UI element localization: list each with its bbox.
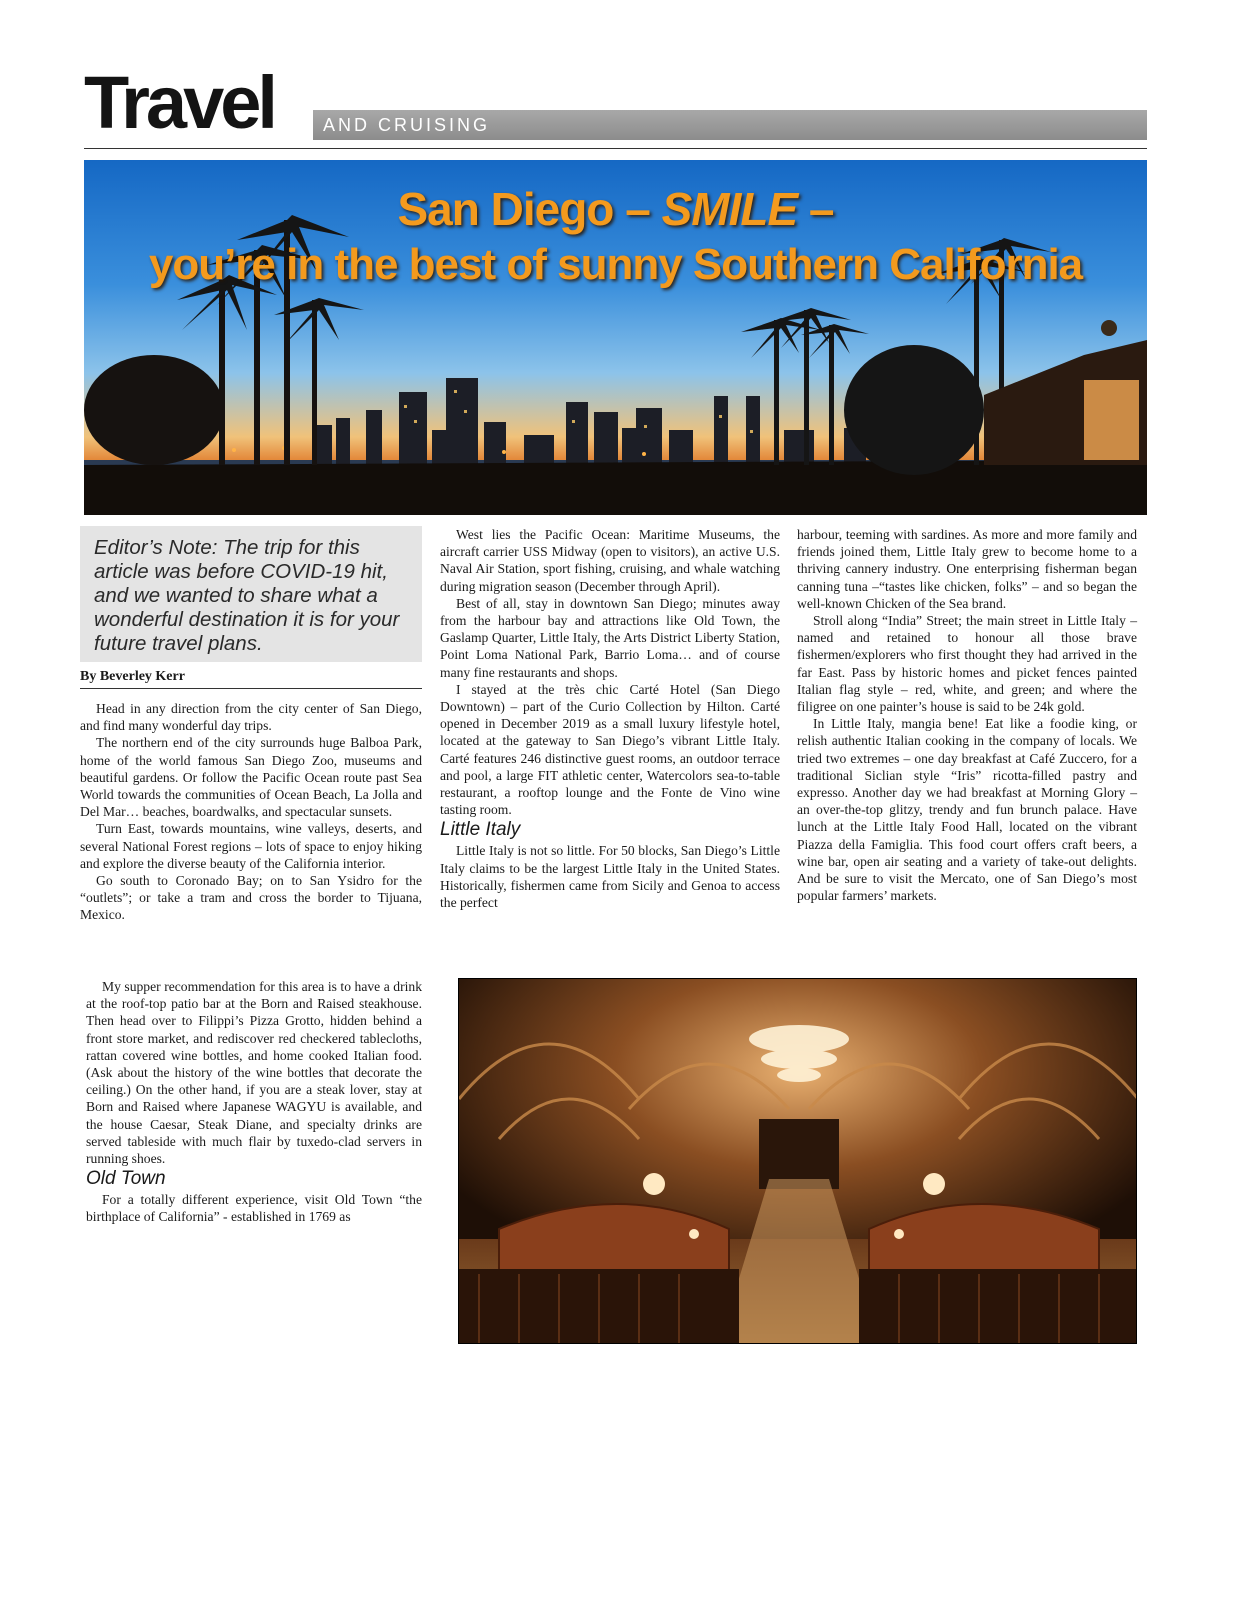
paragraph: The northern end of the city surrounds huge Balboa Park, home of the world famous San Diego Zoo, museums and beautiful gardens. Or follow the Pacific Ocean route past Sea World towards the communities of Ocean Beach, La Jolla and Del Mar… beaches, boardwalks, and spectacular sunsets. bbox=[80, 735, 422, 820]
paragraph: Little Italy is not so little. For 50 blocks, San Diego’s Little Italy claims to be the largest Little Italy in the United States. Historically, fishermen came from Sicily and Genoa to access the perfect bbox=[440, 843, 780, 911]
paragraph: harbour, teeming with sardines. As more and more family and friends joined them, Little Italy grew to become home to a thriving cannery industry. One enterprising fisherman began canning tuna –“tastes like chicken, folks” – and so began the well-known Chicken of the Sea brand. bbox=[797, 527, 1137, 611]
section-title: Travel bbox=[84, 61, 274, 144]
subhead-old-town: Old Town bbox=[86, 1168, 166, 1190]
paragraph: Head in any direction from the city center of San Diego, and find many wonderful day trips. bbox=[80, 701, 422, 734]
section-subtitle: AND CRUISING bbox=[323, 115, 491, 135]
article-column-3 bbox=[797, 526, 1137, 904]
byline: By Beverley Kerr bbox=[80, 669, 422, 689]
restaurant-illustration bbox=[459, 979, 1137, 1344]
paragraph: In Little Italy, mangia bene! Eat like a foodie king, or relish authentic Italian cooking in the company of locals. We tried two extremes – one day breakfast at Café Zuccero, for a traditional Siclian style “Iris” ricotta-filled pastry and expresso. Another day we had breakfast at Morning Glory – an over-the-top glitzy, trendy and fun brunch palace. Have lunch at the Little Italy Food Hall, located on the vibrant Piazza della Famiglia. This food court offers craft beers, a wine bar, open air seating and a variety of take-out delights. And be sure to visit the Mercato, one of San Diego’s most popular farmers’ markets. bbox=[797, 716, 1137, 904]
paragraph: I stayed at the très chic Carté Hotel (San Diego Downtown) – part of the Curio Collection by Hilton. Carté opened in December 2019 as a small luxury lifestyle hotel, located at the gateway to San Diego’s vibrant Little Italy. Carté features 246 distinctive guest rooms, an outdoor terrace and pool, a large FIT athletic center, Watercolors sea-to-table restaurant, a rooftop lounge and the Fonte de Vino wine tasting room. bbox=[440, 681, 780, 818]
paragraph: For a totally different experience, visit Old Town “the birthplace of California” - established in 1769 as bbox=[86, 1192, 422, 1225]
article-column-1 bbox=[80, 700, 422, 924]
masthead-divider bbox=[84, 148, 1147, 149]
paragraph: Turn East, towards mountains, wine valleys, deserts, and several National Forest regions – lots of space to enjoy hiking and explore the diverse beauty of the California interior. bbox=[80, 821, 422, 871]
article-column-1-lower bbox=[86, 978, 422, 1226]
paragraph: My supper recommendation for this area is to have a drink at the roof-top patio bar at the Born and Raised steakhouse. Then head over to Filippi’s Pizza Grotto, hidden behind a front store market, and rediscover red checkered tablecloths, rattan covered wine bottles, and home cooked Italian food. (Ask about the history of the wine bottles that decorate the ceiling.) On the other hand, if you are a steak lover, stay at Born and Raised where Japanese WAGYU is available, and the house Caesar, Steak Diane, and specialty drinks are served tableside with much flair by tuxedo-clad servers in running shoes. bbox=[86, 979, 422, 1167]
restaurant-photo bbox=[458, 978, 1137, 1344]
paragraph: Go south to Coronado Bay; on to San Ysidro for the “outlets”; or take a tram and cross the border to Tijuana, Mexico. bbox=[80, 873, 422, 923]
headline-line-2: you’re in the best of sunny Southern California bbox=[148, 240, 1083, 289]
paragraph: Stroll along “India” Street; the main street in Little Italy – named and retained to honour all those brave fishermen/explorers who first thought they had arrived in the far East. Pass by historic homes and picket fences painted Italian flag style – red, white, and green; and where the filigree on one painter’s house is said to be 24k gold. bbox=[797, 613, 1137, 715]
hero-image bbox=[84, 160, 1147, 515]
subhead-little-italy: Little Italy bbox=[440, 819, 521, 841]
headline-line-1: San Diego – SMILE – bbox=[397, 183, 834, 235]
article-column-2 bbox=[440, 526, 780, 911]
paragraph: West lies the Pacific Ocean: Maritime Museums, the aircraft carrier USS Midway (open to visitors), an active U.S. Naval Air Station, sport fishing, cruising, and whale watching during migration season (December through April). bbox=[440, 527, 780, 594]
editor-note: Editor’s Note: The trip for this article was before COVID-19 hit, and we wanted to share what a wonderful destination it is for your future travel plans. bbox=[80, 526, 422, 662]
paragraph: Best of all, stay in downtown San Diego; minutes away from the harbour bay and attractions like Old Town, the Gaslamp Quarter, Little Italy, the Arts District Liberty Station, Point Loma National Park, Barrio Loma… and of course many fine restaurants and shops. bbox=[440, 595, 780, 680]
